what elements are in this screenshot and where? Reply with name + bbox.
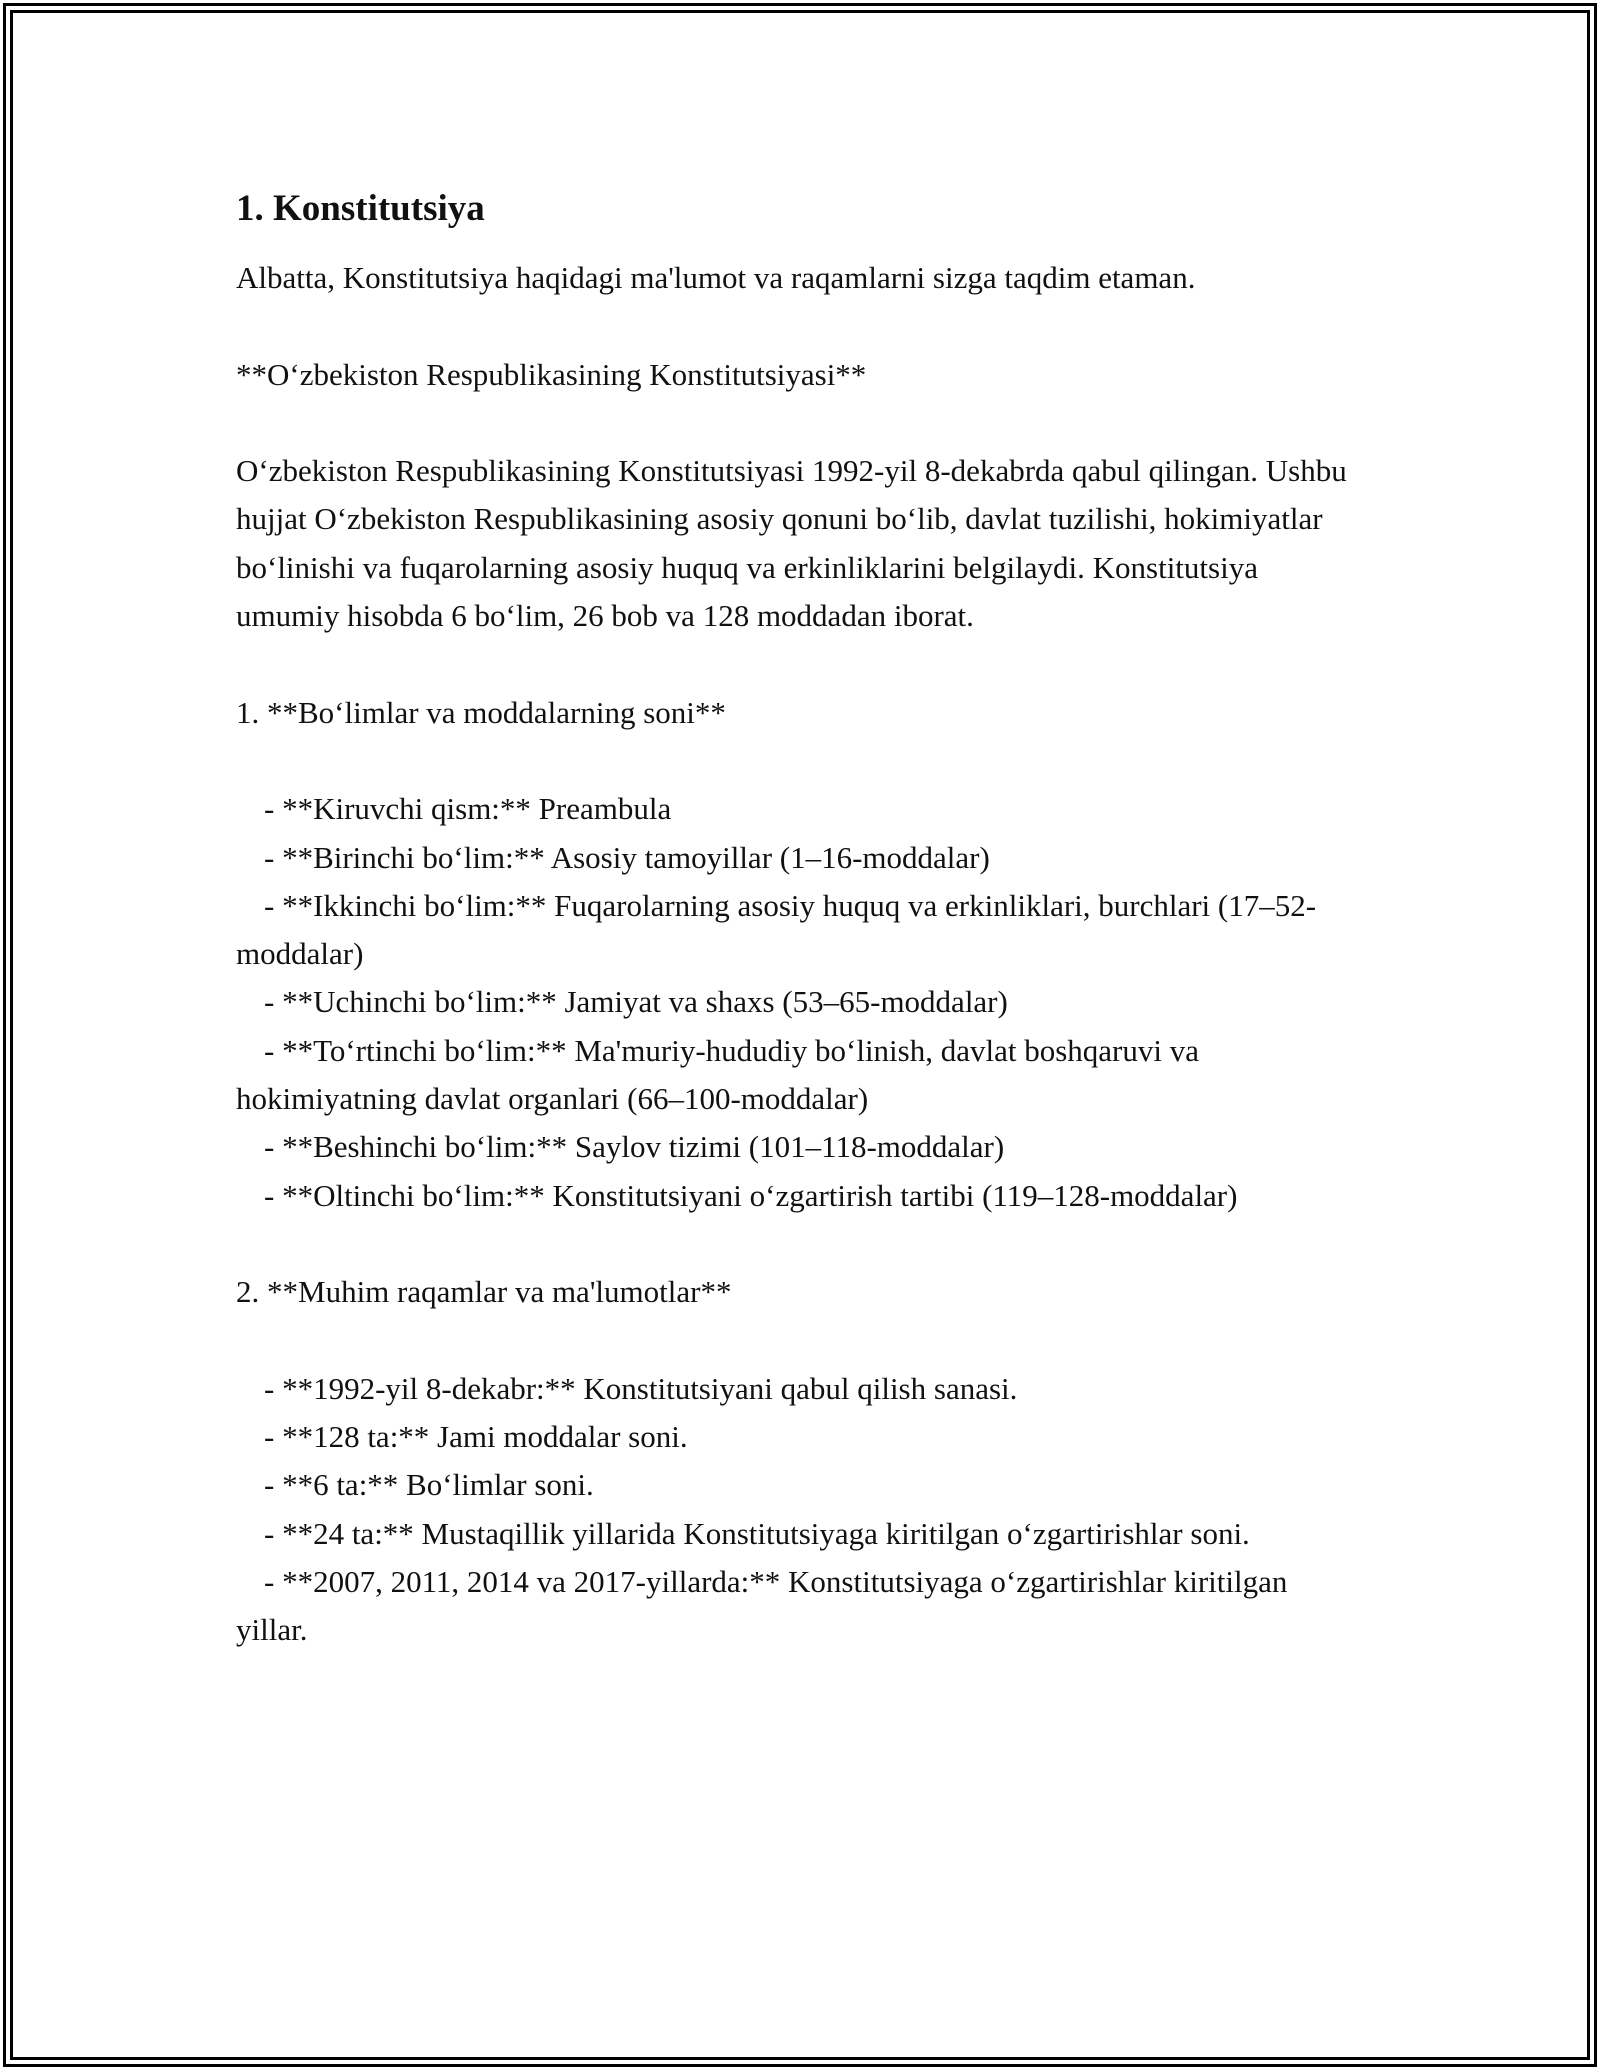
list-item-text: - **Kiruvchi qism:** Preambula	[264, 791, 672, 827]
list-item-text: - **128 ta:** Jami moddalar soni.	[264, 1419, 688, 1455]
list-item-text: - **Beshinchi bo‘lim:** Saylov tizimi (101–118-moddalar)	[264, 1129, 1005, 1165]
section-list	[236, 1365, 1366, 1655]
document-subtitle: **O‘zbekiston Respublikasining Konstitutsiyasi**	[236, 356, 867, 392]
list-item-text: - **Oltinchi bo‘lim:** Konstitutsiyani o‘zgartirish tartibi (119–128-moddalar)	[264, 1177, 1238, 1213]
list-item	[236, 1172, 1366, 1220]
list-item-text: - **2007, 2011, 2014 va 2017-yillarda:** Konstitutsiyaga o‘zgartirishlar kiritilgan yillar.	[236, 1564, 1288, 1648]
spacer	[236, 1317, 1366, 1365]
list-item	[236, 882, 1366, 979]
document-page	[236, 186, 1366, 1655]
spacer	[236, 399, 1366, 447]
list-item	[236, 834, 1366, 882]
list-item-text: - **24 ta:** Mustaqillik yillarida Konstitutsiyaga kiritilgan o‘zgartirishlar soni.	[264, 1515, 1250, 1551]
list-item	[236, 1027, 1366, 1124]
list-item	[236, 1510, 1366, 1558]
section-title: 2. **Muhim raqamlar va ma'lumotlar**	[236, 1274, 732, 1310]
spacer	[236, 737, 1366, 785]
list-item-text: - **1992-yil 8-dekabr:** Konstitutsiyani qabul qilish sanasi.	[264, 1370, 1018, 1406]
spacer	[236, 640, 1366, 688]
intro-paragraph: Albatta, Konstitutsiya haqidagi ma'lumot va raqamlarni sizga taqdim etaman.	[236, 260, 1196, 295]
list-item-text: - **Uchinchi bo‘lim:** Jamiyat va shaxs (53–65-moddalar)	[264, 984, 1008, 1020]
list-item-text: - **Ikkinchi bo‘lim:** Fuqarolarning asosiy huquq va erkinliklari, burchlari (17–52-moddalar)	[236, 887, 1317, 972]
spacer	[236, 1220, 1366, 1268]
list-item	[236, 1413, 1366, 1461]
list-item	[236, 785, 1366, 833]
list-item-text: - **To‘rtinchi bo‘lim:** Ma'muriy-hududiy bo‘linish, davlat boshqaruvi va hokimiyatning davlat organlari (66–100-moddalar)	[236, 1032, 1199, 1117]
list-item	[236, 1558, 1366, 1655]
list-item	[236, 1461, 1366, 1509]
section-list	[236, 785, 1366, 1220]
list-item	[236, 978, 1366, 1026]
description-paragraph: O‘zbekiston Respublikasining Konstitutsiyasi 1992-yil 8-dekabrda qabul qilingan. Ushbu hujjat O‘zbekiston Respublikasining asosiy qonuni bo‘lib, davlat tuzilishi, hokimiyatlar bo‘linishi va fuqarolarning asosiy huquq va erkinliklarini belgilaydi. Konstitutsiya umumiy hisobda 6 bo‘lim, 26 bob va 128 moddadan iborat.	[236, 453, 1347, 634]
section-title: 1. **Bo‘limlar va moddalarning soni**	[236, 694, 726, 730]
document-heading: 1. Konstitutsiya	[236, 188, 485, 229]
list-item-text: - **6 ta:** Bo‘limlar soni.	[264, 1467, 594, 1503]
list-item	[236, 1123, 1366, 1171]
list-item	[236, 1365, 1366, 1413]
list-item-text: - **Birinchi bo‘lim:** Asosiy tamoyillar (1–16-moddalar)	[264, 839, 990, 875]
spacer	[236, 302, 1366, 350]
